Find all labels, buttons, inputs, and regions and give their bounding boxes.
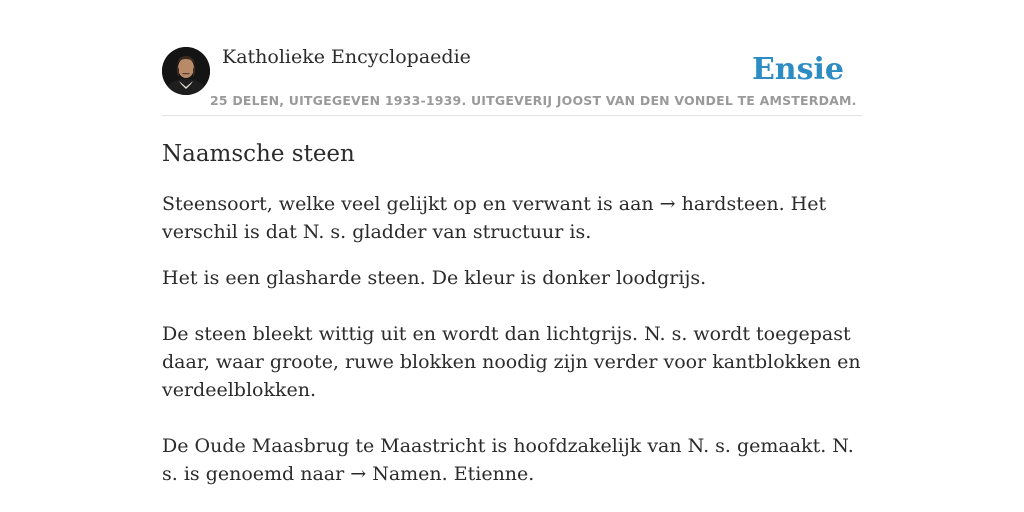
source-subtitle: 25 DELEN, UITGEGEVEN 1933-1939. UITGEVERIJ JOOST VAN DEN VONDEL TE AMSTERDAM. (210, 93, 857, 108)
portrait-avatar-icon[interactable] (162, 47, 210, 95)
source-title[interactable]: Katholieke Encyclopaedie (222, 46, 471, 68)
article-title: Naamsche steen (162, 141, 355, 167)
ensie-logo-link[interactable]: Ensie (751, 52, 844, 87)
article-paragraph: Steensoort, welke veel gelijkt op en verwant is aan → hardsteen. Het verschil is dat N. s. gladder van structuur is. (162, 193, 827, 243)
article-paragraph: De steen bleekt wittig uit en wordt dan lichtgrijs. N. s. wordt toegepast daar, waar groote, ruwe blokken noodig zijn verder voor kantblokken en verdeelblokken. (162, 323, 861, 401)
source-header (162, 46, 862, 116)
article-paragraph: Het is een glasharde steen. De kleur is donker loodgrijs. (162, 267, 707, 289)
article-paragraph: De Oude Maasbrug te Maastricht is hoofdzakelijk van N. s. gemaakt. N. s. is genoemd naar → Namen. Etienne. (162, 435, 854, 485)
article (162, 138, 872, 506)
